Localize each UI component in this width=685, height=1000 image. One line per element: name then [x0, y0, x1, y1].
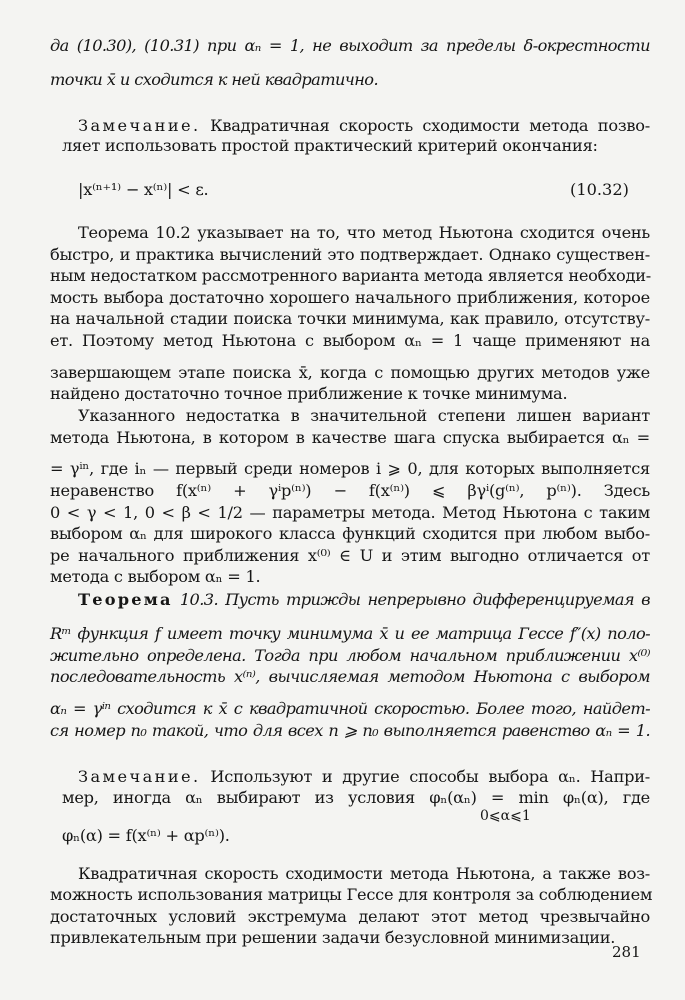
text-line: найдено достаточно точное приближение к точке минимума.: [50, 384, 568, 403]
text-line: метода Ньютона, в котором в качестве шага спуска выбирается αₙ =: [50, 428, 650, 447]
remark-label: Замечание.: [78, 767, 201, 786]
text-line: Квадратичная скорость сходимости метода Ньютона, а также воз-: [78, 864, 650, 883]
text-line: выбором αₙ для широкого класса функций сходится при любом выбо-: [50, 524, 650, 543]
text-line: αₙ = γⁱⁿ сходится к x̄ с квадратичной скоростью. Более того, найдет-: [50, 699, 650, 718]
text-line: завершающем этапе поиска x̄, когда с помощью других методов уже: [50, 363, 650, 382]
text-line: быстро, и практика вычислений это подтверждает. Однако существен-: [50, 245, 650, 264]
text-line: 0 < γ < 1, 0 < β < 1/2 — параметры метода. Метод Ньютона с таким: [50, 503, 650, 522]
text-line: последовательность x⁽ⁿ⁾, вычисляемая методом Ньютона с выбором: [50, 667, 650, 686]
min-subscript: 0⩽α⩽1: [480, 808, 531, 824]
text-line: достаточных условий экстремума делают этот метод чрезвычайно: [50, 907, 650, 926]
text-line: ляет использовать простой практический критерий окончания:: [62, 136, 598, 155]
text-line: мер, иногда αₙ выбирают из условия φₙ(αₙ) = min φₙ(α), где: [62, 788, 650, 807]
text-line: φₙ(α) = f(x⁽ⁿ⁾ + αp⁽ⁿ⁾).: [62, 826, 230, 845]
text-line: = γⁱⁿ, где iₙ — первый среди номеров i ⩾ 0, для которых выполняется: [50, 459, 650, 478]
text-line: Указанного недостатка в значительной степени лишен вариант: [78, 406, 650, 425]
text-line: привлекательным при решении задачи безусловной минимизации.: [50, 928, 616, 947]
page-number: 281: [612, 943, 641, 961]
text-line: мость выбора достаточно хорошего начального приближения, которое: [50, 288, 650, 307]
text-line: неравенство f(x⁽ⁿ⁾ + γⁱp⁽ⁿ⁾) − f(x⁽ⁿ⁾) ⩽ βγⁱ(g⁽ⁿ⁾, p⁽ⁿ⁾). Здесь: [50, 481, 650, 500]
text-line: да (10.30), (10.31) при αₙ = 1, не выходит за пределы δ-окрестности: [50, 36, 650, 55]
text-line: можность использования матрицы Гессе для контроля за соблюдением: [50, 885, 653, 904]
text-line: ным недостатком рассмотренного варианта метода является необходи-: [50, 266, 652, 285]
theorem-label: Теорема: [78, 590, 173, 609]
text-line: ре начального приближения x⁽⁰⁾ ∈ U и этим выгодно отличается от: [50, 546, 650, 565]
text-line: на начальной стадии поиска точки минимума, как правило, отсутству-: [50, 309, 650, 328]
text-line: Замечание. Квадратичная скорость сходимости метода позво-: [78, 116, 650, 135]
equation-number: (10.32): [570, 180, 629, 199]
text-line: Rᵐ функция f имеет точку минимума x̄ и ее матрица Гессе f″(x) поло-: [50, 624, 650, 643]
text-line: |x⁽ⁿ⁺¹⁾ − x⁽ⁿ⁾| < ε.: [78, 180, 209, 199]
text-line: жительно определена. Тогда при любом начальном приближении x⁽⁰⁾: [50, 646, 650, 665]
text-line: ся номер n₀ такой, что для всех n ⩾ n₀ выполняется равенство αₙ = 1.: [50, 721, 650, 740]
text-line: метода с выбором αₙ = 1.: [50, 567, 261, 586]
text-line: Замечание. Используют и другие способы выбора αₙ. Напри-: [78, 767, 650, 786]
text-line: ет. Поэтому метод Ньютона с выбором αₙ = 1 чаще применяют на: [50, 331, 650, 350]
text-line: Теорема 10.3. Пусть трижды непрерывно дифференцируемая в: [78, 590, 650, 609]
text-line: Теорема 10.2 указывает на то, что метод Ньютона сходится очень: [78, 223, 650, 242]
remark-label: Замечание.: [78, 116, 201, 135]
text-line: точки x̄ и сходится к ней квадратично.: [50, 70, 378, 89]
